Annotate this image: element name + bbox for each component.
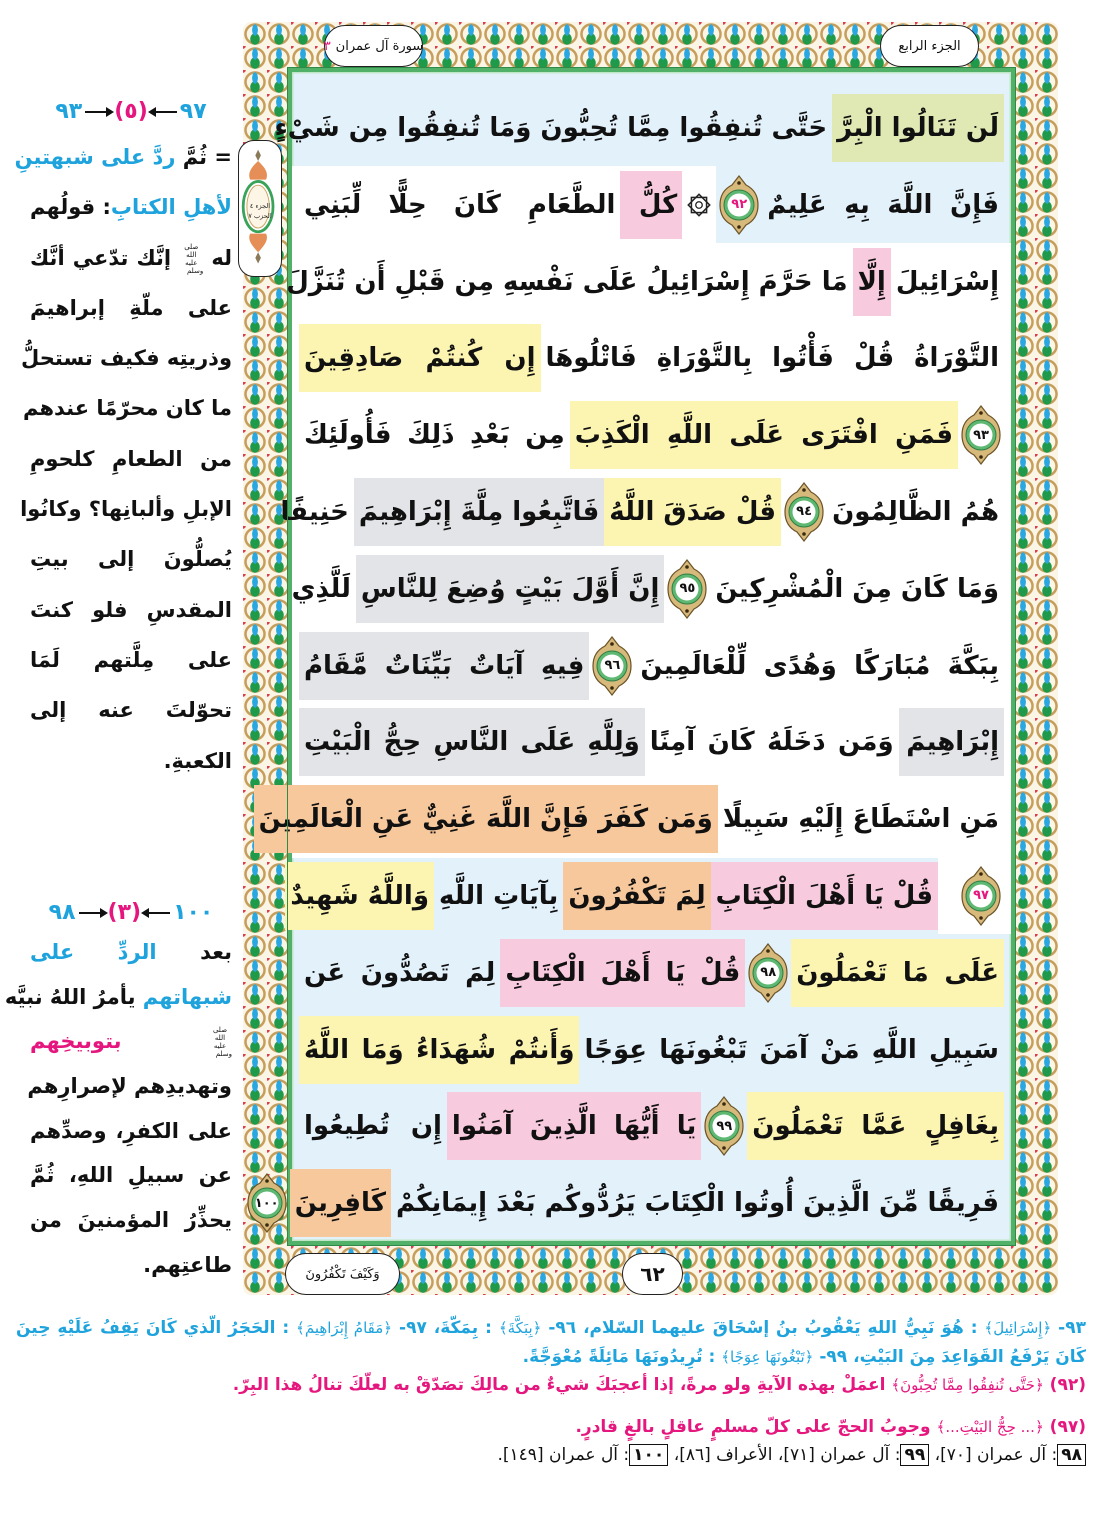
quran-line-5 — [292, 397, 1011, 474]
quran-line-10 — [258, 781, 1011, 858]
verse-text: إِسْرَائِيلَ — [895, 266, 999, 297]
highlighted-phrase: وَلِلَّهِ عَلَى النَّاسِ حِجُّ الْبَيْتِ — [299, 708, 645, 776]
glossary-meaning: : الحَجَرُ الّذي كَانَ يَقِفُ عَلَيْهِ حِينَ — [16, 1318, 290, 1338]
arrow-left-icon — [144, 912, 170, 914]
ayah-number: ٩٣ — [973, 427, 989, 443]
ayah-number-marker — [667, 559, 707, 619]
benefit-note-92 — [16, 1371, 1086, 1399]
sidebar-text: يأمرُ اللهُ نبيَّه — [4, 984, 136, 1009]
highlighted-phrase: وَاللَّهُ شَهِيدٌ — [285, 862, 434, 930]
surah-name-label — [324, 25, 423, 67]
highlighted-phrase: قُلْ صَدَقَ اللَّهُ — [604, 478, 781, 546]
glossary-ayah-number: ٩٣- — [1058, 1318, 1086, 1338]
glossary-line-1 — [16, 1314, 1086, 1342]
verse-text: لِمَ تَصُدُّونَ عَن — [304, 957, 496, 988]
sidebar-keyword: الردِّ على — [30, 940, 157, 964]
juz-name: الجزء الرابع — [898, 38, 961, 54]
sidebar-line — [4, 975, 232, 1020]
verse-text: بِآيَاتِ اللَّهِ — [439, 880, 559, 911]
quran-line-11 — [292, 858, 1011, 935]
sidebar-line: طاعتِهم. — [143, 1252, 232, 1277]
juz-label — [880, 25, 979, 67]
sidebar-keyword: لأهلِ الكتابِ — [110, 195, 233, 220]
benefit-ayah-number: (٩٧) — [1049, 1417, 1086, 1437]
sidebar-keyword: بتوبيخِهم — [30, 1029, 122, 1054]
rub-el-hizb-icon — [686, 192, 712, 218]
xref-ayah-box: ٩٨ — [1057, 1444, 1086, 1466]
verse-text: مَنِ اسْتَطَاعَ إِلَيْهِ سَبِيلًا — [722, 804, 999, 835]
salawat-ligature: صلى الله عليه وسلم — [212, 1026, 232, 1059]
xref-text: : آل عمران [٧١]، الأعراف [٨٦]، — [673, 1445, 901, 1465]
sidebar-line — [30, 182, 232, 232]
glossary-line-2 — [16, 1343, 1086, 1371]
sidebar-text: له — [211, 245, 232, 270]
sidebar-line: يُصلُّونَ إلى بيتِ — [30, 547, 232, 572]
sidebar-line: يحذِّرُ المؤمنينَ من — [30, 1208, 232, 1233]
benefit-quote: ﴿حَتَّى تُنفِقُوا مِمَّا تُحِبُّونَ﴾ — [891, 1376, 1044, 1394]
catchword-label — [285, 1253, 400, 1295]
highlighted-phrase: يَا أَيُّهَا الَّذِينَ آمَنُوا — [447, 1092, 701, 1160]
ayah-number: ٩٧ — [973, 888, 989, 904]
highlighted-phrase: إِبْرَاهِيمَ — [899, 708, 1004, 776]
hizb-juz-number: الجزء ٤ — [249, 202, 271, 210]
range-count: (٣) — [107, 900, 142, 925]
ayah-range-header — [30, 92, 232, 132]
ayah-number: ٩٤ — [796, 504, 813, 520]
glossary-meaning: : هُوَ نَبِيُّ اللهِ يَعْقُوبُ بنُ إسْحَاقَ عليهما السّلام، ٩٦- — [548, 1318, 978, 1338]
glossary-meaning: : تُرِيدُونَهَا مَائِلَةً مُعْوَجَّةً. — [522, 1347, 716, 1367]
hizb-label — [245, 191, 275, 231]
ayah-number-marker — [247, 1173, 287, 1233]
glossary-word: ﴿بِبَكَّةَ﴾ — [498, 1319, 542, 1337]
highlighted-phrase: إِنَّ أَوَّلَ بَيْتٍ وُضِعَ لِلنَّاسِ — [356, 555, 665, 623]
quran-line-4 — [292, 320, 1011, 397]
highlighted-phrase: قُلْ يَا أَهْلَ الْكِتَابِ — [711, 862, 938, 930]
xref-text: : آل عمران [٧٠]، — [934, 1445, 1058, 1465]
verse-text: وَمَن دَخَلَهُ كَانَ آمِنًا — [649, 727, 894, 758]
ayah-number-marker — [961, 405, 1001, 465]
ayah-number: ٩٩ — [716, 1118, 733, 1134]
highlighted-phrase: وَمَن كَفَرَ فَإِنَّ اللَّهَ غَنِيٌّ عَنِ الْعَالَمِينَ — [254, 785, 718, 853]
verse-text: إِن تُطِيعُوا — [304, 1111, 442, 1142]
hizb-marker — [238, 140, 282, 277]
sidebar-line: على الكفرِ، وصدِّهم — [30, 1118, 232, 1143]
verse-text: لَلَّذِي — [291, 573, 351, 604]
highlighted-phrase: بِغَافِلٍ عَمَّا تَعْمَلُونَ — [747, 1092, 1004, 1160]
quran-line-3 — [286, 243, 1011, 320]
verse-text: التَّوْرَاةُ قُلْ فَأْتُوا بِالتَّوْرَاةِ فَاتْلُوهَا — [545, 343, 999, 374]
highlighted-phrase: فَاتَّبِعُوا مِلَّةَ إِبْرَاهِيمَ — [354, 478, 604, 546]
sidebar-line — [30, 233, 232, 283]
highlighted-phrase: عَلَى مَا تَعْمَلُونَ — [791, 939, 1004, 1007]
ayah-number: ٩٥ — [679, 581, 696, 597]
sidebar-line — [30, 930, 232, 975]
ayah-number-marker — [748, 943, 788, 1003]
salawat-ligature: صلى الله عليه وسلم — [184, 242, 204, 275]
quran-line-12 — [292, 934, 1011, 1011]
quran-line-6 — [280, 474, 1011, 551]
quran-line-7 — [292, 550, 1011, 627]
benefit-text: وجوبُ الحجّ على كلّ مسلمٍ عاقلٍ بالغٍ قادرٍ. — [575, 1417, 931, 1437]
sidebar-line: تحوّلتَ عنه إلى — [30, 698, 232, 723]
range-count: (٥) — [114, 99, 148, 124]
surah-name: سورة آل عمران — [335, 38, 424, 54]
highlighted-phrase: كُلُّ — [620, 171, 682, 239]
xref-text: : آل عمران [١٤٩]. — [497, 1445, 630, 1465]
ayah-number: ٩٢ — [731, 197, 748, 213]
sidebar-line: من الطعامِ كلحومِ — [30, 446, 232, 471]
arrow-left-icon — [151, 111, 177, 113]
highlighted-phrase: فَمَنِ افْتَرَى عَلَى اللَّهِ الْكَذِبَ — [570, 401, 958, 469]
glossary-meaning: : بِمَكّةَ، ٩٧- — [399, 1318, 492, 1338]
ayah-98-region — [278, 858, 938, 935]
hizb-number: الحزب ٧ — [248, 212, 272, 220]
glossary-word: ﴿تَبْغُونَهَا عِوَجًا﴾ — [721, 1348, 814, 1366]
sidebar-keyword: ردَّ على شبهتينِ — [14, 145, 176, 169]
sidebar-line: على ملّةِ إبراهيمَ — [30, 295, 232, 320]
quran-line-15 — [254, 1165, 1011, 1242]
quran-line-2 — [292, 166, 1011, 243]
xref-ayah-box: ٩٩ — [900, 1444, 929, 1466]
catchword: وَكَيْفَ تَكْفُرُونَ — [305, 1266, 380, 1282]
sidebar-text: إنَّك تدّعي أنَّك — [30, 245, 172, 270]
benefit-text: اعمَلْ بهذه الآيةِ ولو مرةً، إذا أعجبَكَ شيءٌ من مالِكَ تصَدّقْ به لعلّكَ تنالُ هذا البِرّ. — [232, 1375, 886, 1395]
highlighted-phrase: إِلَّا — [853, 248, 891, 316]
verse-text: وَمَا كَانَ مِنَ الْمُشْرِكِينَ — [715, 573, 999, 604]
page-number-value: ٦٢ — [640, 1262, 665, 1286]
range-end: ١٠٠ — [173, 900, 214, 925]
quran-line-1 — [274, 90, 1011, 167]
sidebar-line: وذريتِه فكيف تستحلُّ — [21, 346, 232, 371]
xref-ayah-box: ١٠٠ — [629, 1444, 668, 1466]
ayah-number-marker — [784, 482, 824, 542]
sidebar-line: عن سبيلِ اللهِ، ثُمَّ — [30, 1163, 232, 1188]
highlighted-phrase: لَن تَنَالُوا الْبِرَّ — [832, 94, 1004, 162]
benefit-note-97 — [16, 1413, 1086, 1441]
verse-text: سَبِيلِ اللَّهِ مَنْ آمَنَ تَبْغُونَهَا عِوَجًا — [584, 1034, 999, 1065]
verse-text: حَتَّى تُنفِقُوا مِمَّا تُحِبُّونَ وَمَا تُنفِقُوا مِن شَيْءٍ — [274, 112, 828, 143]
ayah-92-region — [716, 166, 1011, 243]
quran-line-9 — [292, 704, 1011, 781]
arrow-right-icon — [85, 111, 111, 113]
verse-text: هُمُ الظَّالِمُونَ — [832, 496, 999, 527]
sidebar-line: الكعبةِ. — [163, 748, 232, 773]
sidebar-line: على مِلَّتهم لَمَا — [30, 647, 232, 672]
ayah-number-marker — [592, 636, 632, 696]
tafsir-sidebar-block-93-97 — [14, 92, 233, 786]
quran-line-14 — [292, 1088, 1011, 1165]
range-start: ٩٣ — [55, 99, 83, 124]
glossary-word: ﴿إِسْرَائِيلَ﴾ — [984, 1319, 1052, 1337]
verse-text: فَرِيقًا مِّنَ الَّذِينَ أُوتُوا الْكِتَابَ يَرُدُّوكُم بَعْدَ إِيمَانِكُمْ — [395, 1188, 999, 1219]
verse-text: فَإِنَّ اللَّهَ بِهِ عَلِيمٌ — [767, 189, 999, 220]
sidebar-line: الإبلِ وألبانِها؟ وكانُوا — [20, 497, 232, 522]
page-number — [622, 1253, 683, 1295]
tafsir-sidebar-block-98-100 — [4, 893, 232, 1288]
arrow-right-icon — [79, 912, 105, 914]
range-end: ٩٧ — [179, 99, 207, 124]
ayah-number-marker — [719, 175, 759, 235]
highlighted-phrase: كَافِرِينَ — [290, 1169, 391, 1237]
ayah-93-region — [292, 166, 716, 243]
ayah-97-end-region — [938, 858, 1011, 935]
verse-text: بِبَكَّةَ مُبَارَكًا وَهُدًى لِّلْعَالَمِينَ — [640, 650, 999, 681]
sidebar-keyword: شبهاتهم — [142, 984, 232, 1009]
sidebar-line: وتهديدِهم لإصرارِهم — [27, 1074, 232, 1099]
ayah-range-header — [30, 893, 232, 930]
ayah-number: ٩٨ — [760, 965, 777, 981]
ayah-number-marker — [961, 866, 1001, 926]
ayah-number-marker — [704, 1096, 744, 1156]
quran-line-13 — [292, 1011, 1011, 1088]
verse-text: مِن بَعْدِ ذَلِكَ فَأُولَئِكَ — [304, 420, 565, 451]
highlighted-phrase: فِيهِ آيَاتٌ بَيِّنَاتٌ مَّقَامُ — [299, 632, 589, 700]
verse-text: حَنِيفًا — [280, 496, 349, 527]
quran-line-8 — [292, 627, 1011, 704]
benefit-quote: ﴿... حِجُّ البَيْتِ...﴾ — [936, 1418, 1044, 1436]
sidebar-line — [14, 132, 232, 182]
cross-references — [16, 1441, 1086, 1469]
sidebar-text: ثُمَّ — [182, 145, 208, 169]
sidebar-line: المقدسِ فلو كنتَ — [30, 597, 232, 622]
surah-number: ٣ — [323, 38, 331, 54]
highlighted-phrase: قُلْ يَا أَهْلَ الْكِتَابِ — [500, 939, 745, 1007]
glossary-meaning: كَانَ يَرْفَعُ القَوَاعِدَ مِنَ البَيْتِ، ٩٩- — [819, 1347, 1086, 1367]
sidebar-line: ما كان محرّمًا عندهم — [22, 396, 232, 421]
verse-text: الطَّعَامِ كَانَ حِلًّا لِّبَنِي — [304, 189, 616, 220]
glossary-word: ﴿مَقَامُ إِبْرَاهِيمَ﴾ — [296, 1319, 393, 1337]
sidebar-line — [30, 1019, 232, 1064]
highlighted-phrase: وَأَنتُمْ شُهَدَاءُ وَمَا اللَّهُ — [299, 1016, 579, 1084]
equals-sign: = — [214, 145, 232, 169]
ayah-number: ١٠٠ — [254, 1195, 279, 1211]
benefit-ayah-number: (٩٢) — [1049, 1375, 1086, 1395]
highlighted-phrase: لِمَ تَكْفُرُونَ — [563, 862, 710, 930]
sidebar-text: : قولُهم — [30, 195, 111, 220]
verse-text: مَا حَرَّمَ إِسْرَائِيلُ عَلَى نَفْسِهِ مِن قَبْلِ أَن تُنَزَّلَ — [286, 266, 848, 297]
range-start: ٩٨ — [48, 900, 76, 925]
sidebar-text: بعد — [200, 940, 232, 964]
ayah-number: ٩٦ — [604, 658, 621, 674]
highlighted-phrase: إِن كُنتُمْ صَادِقِينَ — [299, 324, 541, 392]
